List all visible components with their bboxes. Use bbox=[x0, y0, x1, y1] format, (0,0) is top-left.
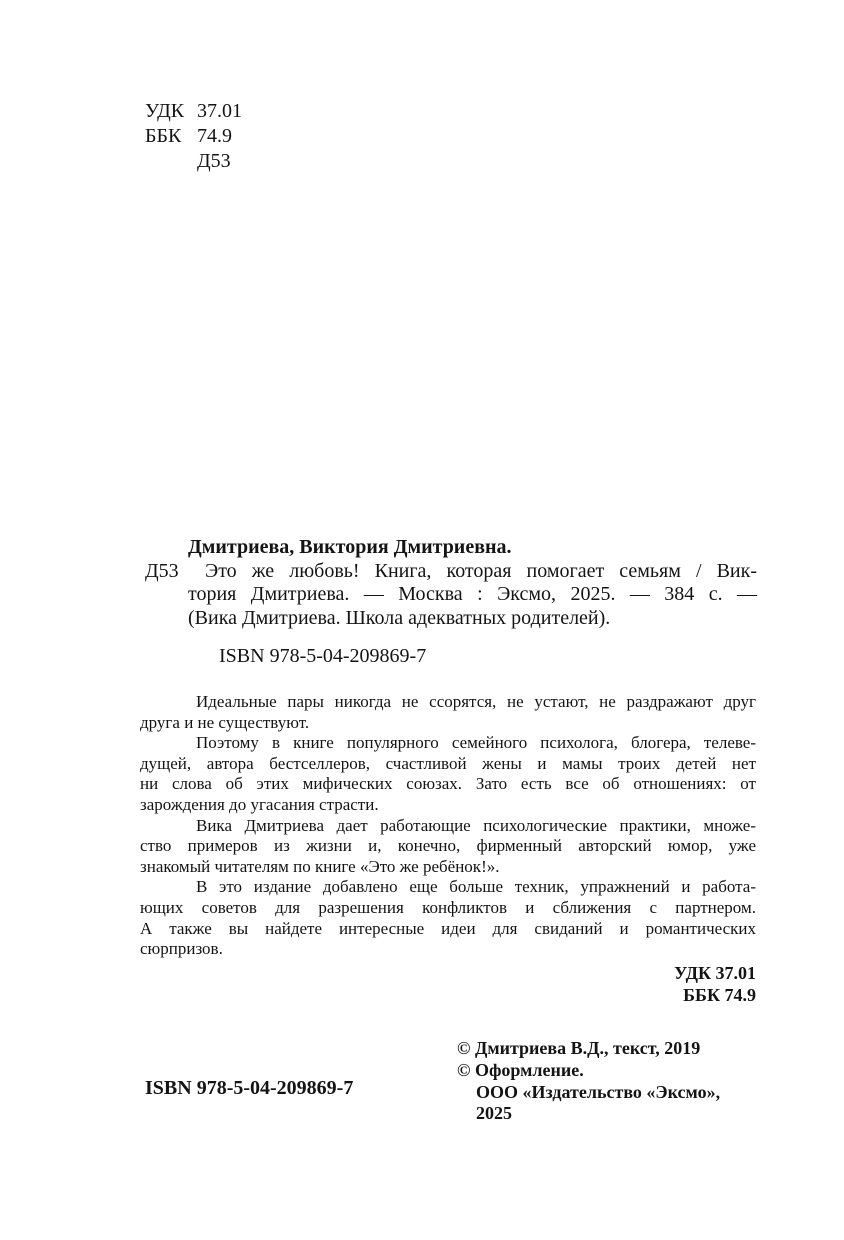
annotation-line: Вика Дмитриева дает работающие психологические практики, множе- bbox=[196, 815, 756, 835]
biblio-isbn: ISBN 978-5-04-209869-7 bbox=[219, 645, 427, 667]
annotation-line: дущей, автора бестселлеров, счастливой жены и мамы троих детей нет bbox=[140, 753, 756, 773]
annotation-line: знакомый читателям по книге «Это же ребёнок!». bbox=[140, 856, 500, 876]
copyright-line: ООО «Издательство «Эксмо», 2025 bbox=[476, 1081, 721, 1124]
annotation-paragraph bbox=[140, 877, 756, 959]
annotation-line: сюрпризов. bbox=[140, 939, 223, 959]
annotation-line: зарождения до угасания страсти. bbox=[140, 794, 379, 814]
bbk-line bbox=[145, 124, 242, 149]
annotation-line: ство примеров из жизни и, конечно, фирменный авторский юмор, уже bbox=[140, 836, 756, 856]
annotation-paragraph bbox=[140, 692, 756, 733]
annotation-line: друга и не существуют. bbox=[140, 712, 310, 732]
annotation-bbk: ББК 74.9 bbox=[683, 984, 756, 1005]
annotation-line: В это издание добавлено еще больше техник, упражнений и работа- bbox=[196, 877, 756, 897]
bibliographic-record bbox=[145, 536, 757, 669]
annotation-line: ни слова об этих мифических союзах. Зато есть все об отношениях: от bbox=[140, 774, 756, 794]
biblio-author: Дмитриева, Виктория Дмитриевна. bbox=[188, 536, 512, 558]
annotation-line: Поэтому в книге популярного семейного психолога, блогера, телеве- bbox=[196, 733, 756, 753]
footer bbox=[145, 1038, 757, 1125]
bbk-value: 74.9 bbox=[197, 125, 232, 147]
biblio-entry bbox=[145, 559, 757, 631]
udk-value: 37.01 bbox=[197, 100, 242, 122]
annotation-line: А также вы найдете интересные идеи для свиданий и романтических bbox=[140, 918, 756, 938]
annotation-paragraph bbox=[140, 733, 756, 815]
classification-block bbox=[145, 99, 242, 174]
biblio-author-sign: Д53 bbox=[145, 559, 179, 582]
biblio-line: Это же любовь! Книга, которая помогает семьям / Вик- bbox=[205, 559, 757, 582]
annotation-line: Идеальные пары никогда не ссорятся, не устают, не раздражают друг bbox=[196, 692, 756, 711]
annotation-codes bbox=[140, 962, 756, 1006]
bbk-label: ББК bbox=[145, 125, 182, 147]
footer-isbn: ISBN 978-5-04-209869-7 bbox=[145, 1077, 354, 1099]
copyright-block bbox=[457, 1038, 757, 1125]
udk-label: УДК bbox=[145, 100, 185, 122]
annotation-line: ющих советов для разрешения конфликтов и сближения с партнером. bbox=[140, 897, 756, 917]
biblio-line: тория Дмитриева. — Москва : Эксмо, 2025. — 384 с. — bbox=[188, 583, 757, 605]
udk-line bbox=[145, 99, 242, 124]
annotation bbox=[140, 692, 756, 1006]
author-sign: Д53 bbox=[197, 150, 231, 172]
annotation-paragraph bbox=[140, 816, 756, 878]
copyright-line: © Оформление. bbox=[457, 1059, 584, 1080]
biblio-line: (Вика Дмитриева. Школа адекватных родителей). bbox=[188, 606, 611, 629]
annotation-udk: УДК 37.01 bbox=[674, 962, 756, 983]
copyright-line: © Дмитриева В.Д., текст, 2019 bbox=[457, 1038, 701, 1058]
